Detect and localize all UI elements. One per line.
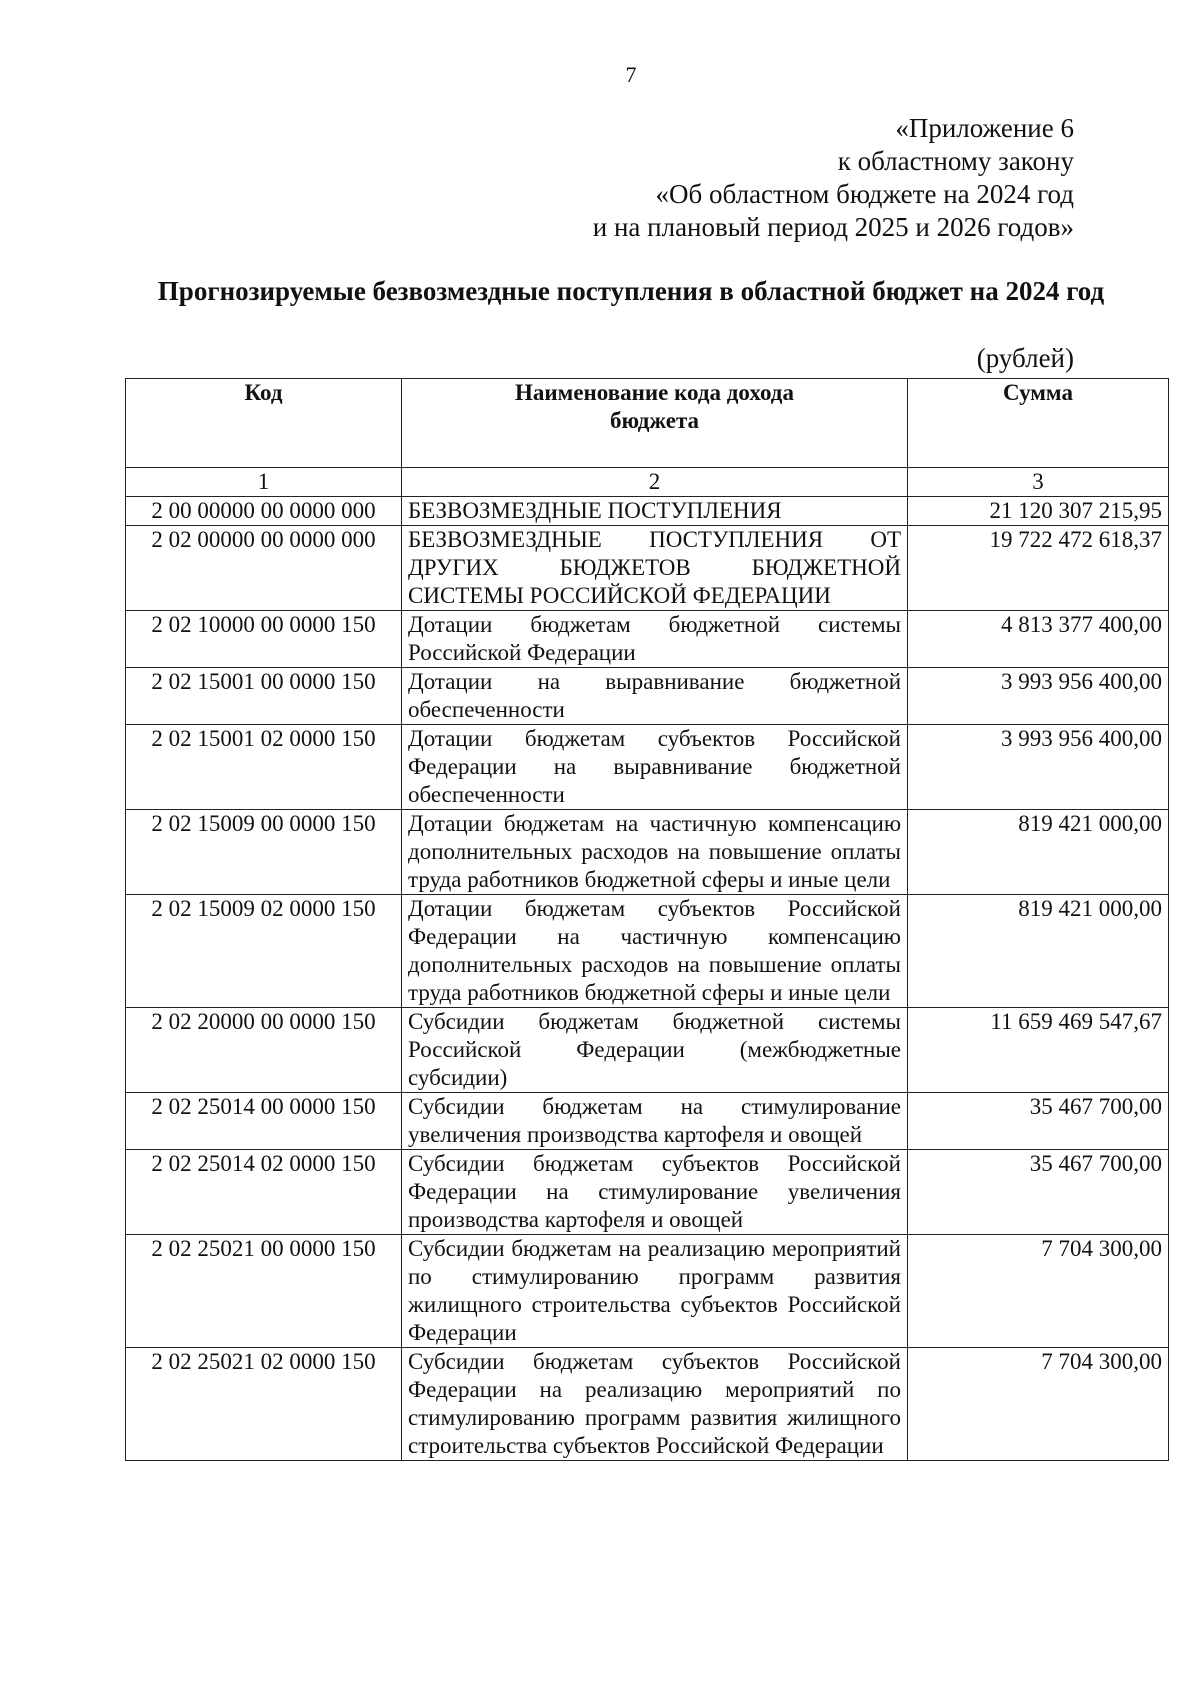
row-sum: 19 722 472 618,37 [908, 526, 1169, 611]
appendix-heading [593, 112, 1074, 244]
row-name: Дотации на выравнивание бюджетной обеспеченности [402, 668, 908, 725]
header-sum: Сумма [908, 379, 1169, 468]
table-header-row [126, 379, 1169, 468]
row-sum: 7 704 300,00 [908, 1348, 1169, 1461]
table-row [126, 1348, 1169, 1461]
row-code: 2 02 25021 00 0000 150 [126, 1235, 402, 1348]
row-code: 2 02 25021 02 0000 150 [126, 1348, 402, 1461]
row-name: Субсидии бюджетам бюджетной системы Российской Федерации (межбюджетные субсидии) [402, 1008, 908, 1093]
row-name: Дотации бюджетам бюджетной системы Российской Федерации [402, 611, 908, 668]
column-number: 2 [402, 468, 908, 497]
table-row [126, 611, 1169, 668]
row-name: Субсидии бюджетам субъектов Российской Федерации на стимулирование увеличения производства картофеля и овощей [402, 1150, 908, 1235]
row-code: 2 02 10000 00 0000 150 [126, 611, 402, 668]
table-row [126, 725, 1169, 810]
appendix-line: и на плановый период 2025 и 2026 годов» [592, 212, 1074, 242]
row-sum: 11 659 469 547,67 [908, 1008, 1169, 1093]
row-name: Субсидии бюджетам на реализацию мероприятий по стимулированию программ развития жилищного строительства субъектов Российской Федерации [402, 1235, 908, 1348]
header-name: Наименование кода дохода бюджета [402, 379, 908, 468]
row-code: 2 02 25014 02 0000 150 [126, 1150, 402, 1235]
row-code: 2 02 20000 00 0000 150 [126, 1008, 402, 1093]
column-number: 1 [126, 468, 402, 497]
row-sum: 3 993 956 400,00 [908, 725, 1169, 810]
row-code: 2 02 15001 00 0000 150 [126, 668, 402, 725]
row-name: Дотации бюджетам субъектов Российской Федерации на частичную компенсацию дополнительных расходов на повышение оплаты труда работников бюджетной сферы и иные цели [402, 895, 908, 1008]
row-sum: 3 993 956 400,00 [908, 668, 1169, 725]
row-name: БЕЗВОЗМЕЗДНЫЕ ПОСТУПЛЕНИЯ ОТ ДРУГИХ БЮДЖЕТОВ БЮДЖЕТНОЙ СИСТЕМЫ РОССИЙСКОЙ ФЕДЕРАЦИИ [402, 526, 908, 611]
column-number: 3 [908, 468, 1169, 497]
table-row [126, 668, 1169, 725]
table-row [126, 526, 1169, 611]
row-sum: 7 704 300,00 [908, 1235, 1169, 1348]
table-row [126, 895, 1169, 1008]
row-code: 2 02 00000 00 0000 000 [126, 526, 402, 611]
table-row [126, 1235, 1169, 1348]
row-code: 2 02 15001 02 0000 150 [126, 725, 402, 810]
row-code: 2 02 25014 00 0000 150 [126, 1093, 402, 1150]
table-row [126, 1093, 1169, 1150]
row-name: БЕЗВОЗМЕЗДНЫЕ ПОСТУПЛЕНИЯ [402, 497, 908, 526]
column-number-row [126, 468, 1169, 497]
revenue-table [125, 378, 1169, 1461]
row-sum: 21 120 307 215,95 [908, 497, 1169, 526]
row-name: Дотации бюджетам субъектов Российской Федерации на выравнивание бюджетной обеспеченности [402, 725, 908, 810]
row-code: 2 00 00000 00 0000 000 [126, 497, 402, 526]
row-code: 2 02 15009 00 0000 150 [126, 810, 402, 895]
row-sum: 4 813 377 400,00 [908, 611, 1169, 668]
table-row [126, 1008, 1169, 1093]
row-sum: 35 467 700,00 [908, 1150, 1169, 1235]
row-name: Субсидии бюджетам на стимулирование увеличения производства картофеля и овощей [402, 1093, 908, 1150]
table-row [126, 810, 1169, 895]
document-title: Прогнозируемые безвозмездные поступления в областной бюджет на 2024 год [157, 276, 1105, 306]
row-name: Субсидии бюджетам субъектов Российской Федерации на реализацию мероприятий по стимулированию программ развития жилищного строительства субъектов Российской Федерации [402, 1348, 908, 1461]
page-number: 7 [625, 62, 637, 87]
appendix-line: к областному закону [837, 146, 1074, 176]
row-sum: 35 467 700,00 [908, 1093, 1169, 1150]
header-code: Код [126, 379, 402, 468]
appendix-line: «Приложение 6 [895, 113, 1074, 143]
units-label: (рублей) [976, 343, 1074, 373]
table-row [126, 1150, 1169, 1235]
table-body [126, 497, 1169, 1461]
row-sum: 819 421 000,00 [908, 810, 1169, 895]
table-row [126, 497, 1169, 526]
appendix-line: «Об областном бюджете на 2024 год [655, 179, 1074, 209]
row-code: 2 02 15009 02 0000 150 [126, 895, 402, 1008]
row-sum: 819 421 000,00 [908, 895, 1169, 1008]
row-name: Дотации бюджетам на частичную компенсацию дополнительных расходов на повышение оплаты труда работников бюджетной сферы и иные цели [402, 810, 908, 895]
